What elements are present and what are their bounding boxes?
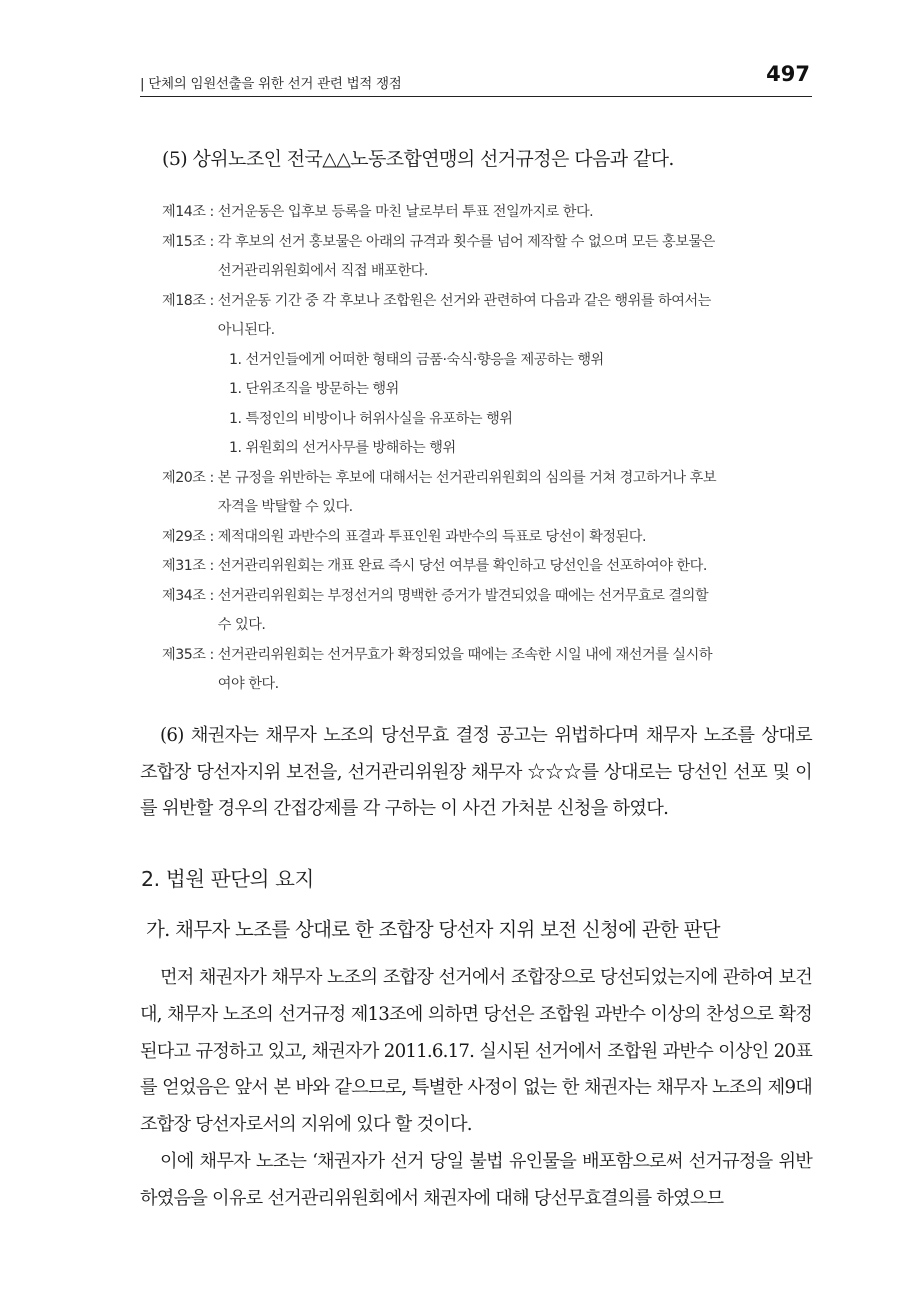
page-number: 497 <box>766 62 810 86</box>
body-text <box>140 960 812 1218</box>
paragraph-6: (6) 채권자는 채무자 노조의 당선무효 결정 공고는 위법하다며 채무자 노조를 상대로 조합장 당선자지위 보전을, 선거관리위원장 채무자 ☆☆☆를 상대로는 당선인 선포 및 이를 위반할 경우의 간접강제를 각 구하는 이 사건 가처분 신청을 하였다. <box>140 725 812 819</box>
article <box>162 523 812 553</box>
article-separator: : <box>205 292 218 309</box>
article-separator: : <box>205 204 218 220</box>
article-subitems <box>162 346 812 464</box>
article-number: 제20조 <box>162 469 206 486</box>
article-number: 제31조 <box>162 558 206 574</box>
article-line: 수 있다. <box>217 617 266 633</box>
article-subitem: 1. 단위조직을 방문하는 행위 <box>229 381 399 397</box>
article-number: 제29조 <box>162 528 206 545</box>
article-line: 선거관리위원회에서 직접 배포한다. <box>217 263 428 279</box>
article-subitem: 1. 특정인의 비방이나 허위사실을 유포하는 행위 <box>229 410 513 427</box>
article-separator: : <box>205 233 218 250</box>
article-text <box>218 228 812 287</box>
article-text <box>218 464 812 523</box>
article-number: 제34조 <box>162 587 206 604</box>
article-number: 제18조 <box>162 292 206 309</box>
article-line: 아니된다. <box>217 322 275 338</box>
article-line: 자격을 박탈할 수 있다. <box>217 499 353 515</box>
article-text <box>218 198 812 228</box>
article-line: 선거관리위원회는 개표 완료 즉시 당선 여부를 확인하고 당선인을 선포하여야 한다. <box>217 558 707 574</box>
article <box>162 464 812 523</box>
article-line: 제적대의원 과반수의 표결과 투표인원 과반수의 득표로 당선이 확정된다. <box>217 528 647 545</box>
article-text <box>218 523 812 553</box>
body-paragraph: 이에 채무자 노조는 ‘채권자가 선거 당일 불법 유인물을 배포함으로써 선거규정을 위반하였음을 이유로 선거관리위원회에서 채권자에 대해 당선무효결의를 하였으므 <box>140 1150 812 1209</box>
body-paragraph: 먼저 채권자가 채무자 노조의 조합장 선거에서 조합장으로 당선되었는지에 관하여 보건대, 채무자 노조의 선거규정 제13조에 의하면 당선은 조합원 과반수 이상의 찬성으로 확정된다고 규정하고 있고, 채권자가 2011.6.17. 실시된 선거에서 조합원 과반수 이상인 20표를 얻었음은 앞서 본 바와 같으므로, 특별한 사정이 없는 한 채권자는 채무자 노조의 제9대 조합장 당선자로서의 지위에 있다 할 것이다. <box>140 967 812 1136</box>
article-separator: : <box>205 646 218 663</box>
article <box>162 582 812 641</box>
article-number: 제35조 <box>162 646 206 663</box>
article-number: 제14조 <box>162 204 206 220</box>
running-title: | 단체의 임원선출을 위한 선거 관련 법적 쟁점 <box>140 76 402 92</box>
article-separator: : <box>205 587 218 604</box>
article-separator: : <box>205 528 218 545</box>
article-line: 각 후보의 선거 홍보물은 아래의 규격과 횟수를 넘어 제작할 수 없으며 모든 홍보물은 <box>217 233 715 250</box>
election-rules-list <box>162 198 812 700</box>
article <box>162 198 812 228</box>
article-number: 제15조 <box>162 233 206 250</box>
running-header <box>140 58 812 97</box>
article-line: 본 규정을 위반하는 후보에 대해서는 선거관리위원회의 심의를 거쳐 경고하거나 후보 <box>217 469 717 486</box>
section-heading: 2. 법원 판단의 요지 <box>141 867 314 891</box>
article-line: 선거관리위원회는 선거무효가 확정되었을 때에는 조속한 시일 내에 재선거를 실시하 <box>217 646 713 663</box>
article-line: 선거관리위원회는 부정선거의 명백한 증거가 발견되었을 때에는 선거무효로 결의할 <box>217 587 709 604</box>
article-subitem: 1. 선거인들에게 어떠한 형태의 금품·숙식·향응을 제공하는 행위 <box>229 351 604 368</box>
article-line: 선거운동 기간 중 각 후보나 조합원은 선거와 관련하여 다음과 같은 행위를 하여서는 <box>217 292 711 309</box>
article-line: 여야 한다. <box>217 676 279 692</box>
subsection-heading: 가. 채무자 노조를 상대로 한 조합장 당선자 지위 보전 신청에 관한 판단 <box>146 918 720 941</box>
article-text <box>218 287 812 346</box>
article-text <box>218 582 812 641</box>
article <box>162 228 812 287</box>
article-line: 선거운동은 입후보 등록을 마친 날로부터 투표 전일까지로 한다. <box>217 204 594 220</box>
article <box>162 641 812 700</box>
article-text <box>218 641 812 700</box>
article <box>162 552 812 582</box>
article-separator: : <box>205 558 218 574</box>
article-text <box>218 552 812 582</box>
article-subitem: 1. 위원회의 선거사무를 방해하는 행위 <box>229 440 456 456</box>
section-intro: (5) 상위노조인 전국△△노동조합연맹의 선거규정은 다음과 같다. <box>162 148 674 170</box>
article <box>162 287 812 346</box>
article-separator: : <box>205 469 218 486</box>
